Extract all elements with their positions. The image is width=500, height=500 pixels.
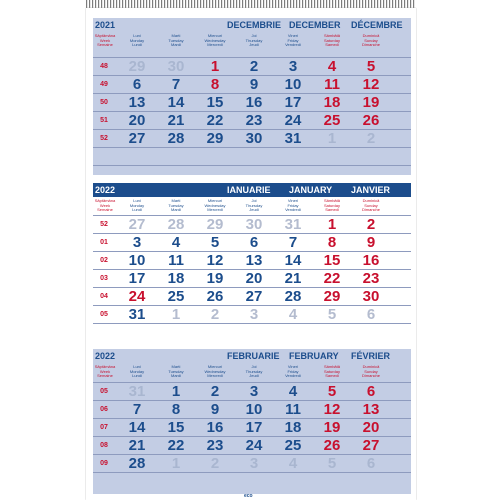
day-cell: 2 [249,58,259,75]
day-cell: 20 [362,419,380,436]
day-cell: 1 [210,58,220,75]
day-cell: 11 [168,252,184,269]
day-cell: 5 [327,383,337,400]
day-cell: 21 [167,112,185,129]
day-cell: 26 [206,288,224,305]
day-cell: 31 [284,216,302,233]
day-cell: 17 [284,94,302,111]
day-cell: 14 [167,94,185,111]
day-cell: 22 [323,270,341,287]
day-cell: 5 [327,306,337,323]
day-cell: 2 [366,216,376,233]
day-cell: 15 [323,252,341,269]
week-separator [93,323,411,324]
week-number: 48 [100,63,108,70]
day-cell: 18 [323,94,341,111]
brand-logo: eco [244,493,253,499]
day-cell: 2 [210,383,220,400]
day-cell: 17 [245,419,263,436]
month-panel [93,183,411,333]
day-cell: 27 [362,437,380,454]
day-cell: 28 [284,288,302,305]
day-cell: 3 [249,306,259,323]
weekday-label: Miercuri Wednesday Mercredi [204,364,226,378]
day-cell: 3 [249,455,259,472]
weekday-label: Sâmbătă Saturday Samedi [323,33,340,47]
week-number: 52 [100,135,108,142]
month-name: FEBRUARIE [227,351,280,361]
weekday-label: Joi Thursday Jeudi [245,364,263,378]
weekday-label: Duminică Sunday Dimanche [361,33,380,47]
day-cell: 14 [128,419,146,436]
month-header [93,183,411,197]
day-cell: 5 [327,455,337,472]
day-cell: 1 [327,130,337,147]
day-cell: 4 [288,306,298,323]
week-number: 50 [100,99,108,106]
day-cell: 5 [210,234,220,251]
day-cell: 12 [206,252,224,269]
day-cell: 18 [284,419,302,436]
week-number-label: Săptămâna Week Semaine [94,364,116,378]
month-name: FÉVRIER [351,351,391,361]
day-cell: 21 [284,270,302,287]
weekday-label: Vineri Friday Vendredi [285,364,301,378]
day-cell: 8 [327,234,337,251]
day-cell: 28 [167,130,185,147]
week-number: 09 [100,460,108,467]
week-number: 04 [100,293,108,300]
weekday-label: Marti Tuesday Mardi [168,33,184,47]
year-label: 2022 [95,185,116,195]
day-cell: 7 [288,234,298,251]
weekday-label: Miercuri Wednesday Mercredi [204,33,226,47]
day-cell: 6 [132,76,142,93]
day-cell: 24 [284,112,302,129]
weekday-label: Luni Monday Lundi [129,364,145,378]
day-cell: 4 [327,58,337,75]
weekday-label: Duminică Sunday Dimanche [361,198,380,212]
week-number: 52 [100,221,108,228]
day-cell: 6 [366,306,376,323]
month-panel [93,349,411,494]
day-cell: 15 [206,94,224,111]
day-cell: 1 [171,455,181,472]
weekday-label: Duminică Sunday Dimanche [361,364,380,378]
month-header [93,18,411,32]
day-cell: 24 [128,288,146,305]
week-number: 05 [100,388,108,395]
day-cell: 30 [362,288,380,305]
day-cell: 29 [206,130,224,147]
week-number: 07 [100,424,108,431]
day-cell: 25 [167,288,185,305]
day-cell: 28 [128,455,146,472]
day-cell: 13 [128,94,146,111]
day-cell: 10 [284,76,302,93]
day-cell: 13 [362,401,380,418]
month-header [93,349,411,363]
day-cell: 29 [128,58,146,75]
week-number-label: Săptămâna Week Semaine [94,198,116,212]
weekday-label: Vineri Friday Vendredi [285,33,301,47]
day-cell: 6 [366,455,376,472]
day-cell: 30 [167,58,185,75]
week-separator [93,147,411,148]
day-cell: 31 [284,130,302,147]
week-number: 03 [100,275,108,282]
weekday-label: Sâmbătă Saturday Samedi [323,198,340,212]
day-cell: 23 [362,270,380,287]
day-cell: 31 [128,383,146,400]
month-name: DECEMBRIE [227,20,282,30]
day-cell: 16 [206,419,224,436]
day-cell: 10 [128,252,146,269]
day-cell: 22 [206,112,224,129]
week-number: 51 [100,117,108,124]
day-cell: 13 [245,252,263,269]
day-cell: 20 [128,112,146,129]
day-cell: 29 [206,216,224,233]
day-cell: 27 [128,216,146,233]
month-panel [93,18,411,175]
day-cell: 4 [171,234,181,251]
day-cell: 2 [210,455,220,472]
day-cell: 18 [167,270,185,287]
month-name: FEBRUARY [289,351,339,361]
week-number: 05 [100,311,108,318]
day-cell: 9 [366,234,376,251]
week-number-label: Săptămâna Week Semaine [94,33,116,47]
week-number: 08 [100,442,108,449]
day-cell: 1 [171,306,181,323]
day-cell: 27 [245,288,263,305]
day-cell: 30 [245,216,263,233]
week-number: 49 [100,81,108,88]
day-cell: 26 [362,112,380,129]
day-cell: 19 [206,270,224,287]
weekday-label: Marti Tuesday Mardi [168,198,184,212]
day-cell: 19 [362,94,380,111]
notes-line [93,165,411,166]
month-name: DÉCEMBRE [351,20,403,30]
day-cell: 26 [323,437,341,454]
day-cell: 20 [245,270,263,287]
day-cell: 12 [362,76,380,93]
day-cell: 21 [128,437,146,454]
weekday-label: Luni Monday Lundi [129,198,145,212]
day-cell: 4 [288,383,298,400]
day-cell: 29 [323,288,341,305]
day-cell: 9 [249,76,259,93]
day-cell: 5 [366,58,376,75]
day-cell: 19 [323,419,341,436]
day-cell: 31 [128,306,146,323]
day-cell: 8 [210,76,220,93]
weekday-label: Vineri Friday Vendredi [285,198,301,212]
day-cell: 23 [206,437,224,454]
day-cell: 4 [288,455,298,472]
weekday-label: Joi Thursday Jeudi [245,198,263,212]
day-cell: 2 [210,306,220,323]
day-cell: 3 [132,234,142,251]
week-number: 06 [100,406,108,413]
day-cell: 28 [167,216,185,233]
month-name: DECEMBER [289,20,341,30]
weekday-label: Luni Monday Lundi [129,33,145,47]
month-name: JANUARY [289,185,333,195]
month-name: IANUARIE [227,185,271,195]
day-cell: 2 [366,130,376,147]
day-cell: 6 [249,234,259,251]
day-cell: 11 [324,76,340,93]
day-cell: 3 [249,383,259,400]
day-cell: 16 [245,94,263,111]
day-cell: 25 [284,437,302,454]
day-cell: 27 [128,130,146,147]
day-cell: 30 [245,130,263,147]
week-separator [93,472,411,473]
day-cell: 7 [132,401,142,418]
day-cell: 22 [167,437,185,454]
day-cell: 1 [171,383,181,400]
day-cell: 11 [285,401,301,418]
year-label: 2022 [95,351,116,361]
day-cell: 1 [327,216,337,233]
year-label: 2021 [95,20,116,30]
day-cell: 17 [128,270,146,287]
day-cell: 10 [245,401,263,418]
week-number: 02 [100,257,108,264]
day-cell: 23 [245,112,263,129]
day-cell: 9 [210,401,220,418]
weekday-label: Joi Thursday Jeudi [245,33,263,47]
day-cell: 24 [245,437,263,454]
weekday-label: Miercuri Wednesday Mercredi [204,198,226,212]
day-cell: 6 [366,383,376,400]
month-name: JANVIER [351,185,391,195]
day-cell: 25 [323,112,341,129]
day-cell: 16 [362,252,380,269]
day-cell: 12 [323,401,341,418]
day-cell: 8 [171,401,181,418]
weekday-label: Marti Tuesday Mardi [168,364,184,378]
day-cell: 15 [167,419,185,436]
week-number: 01 [100,239,108,246]
day-cell: 3 [288,58,298,75]
day-cell: 7 [171,76,181,93]
weekday-label: Sâmbătă Saturday Samedi [323,364,340,378]
weekday-labels [93,34,411,54]
day-cell: 14 [284,252,302,269]
